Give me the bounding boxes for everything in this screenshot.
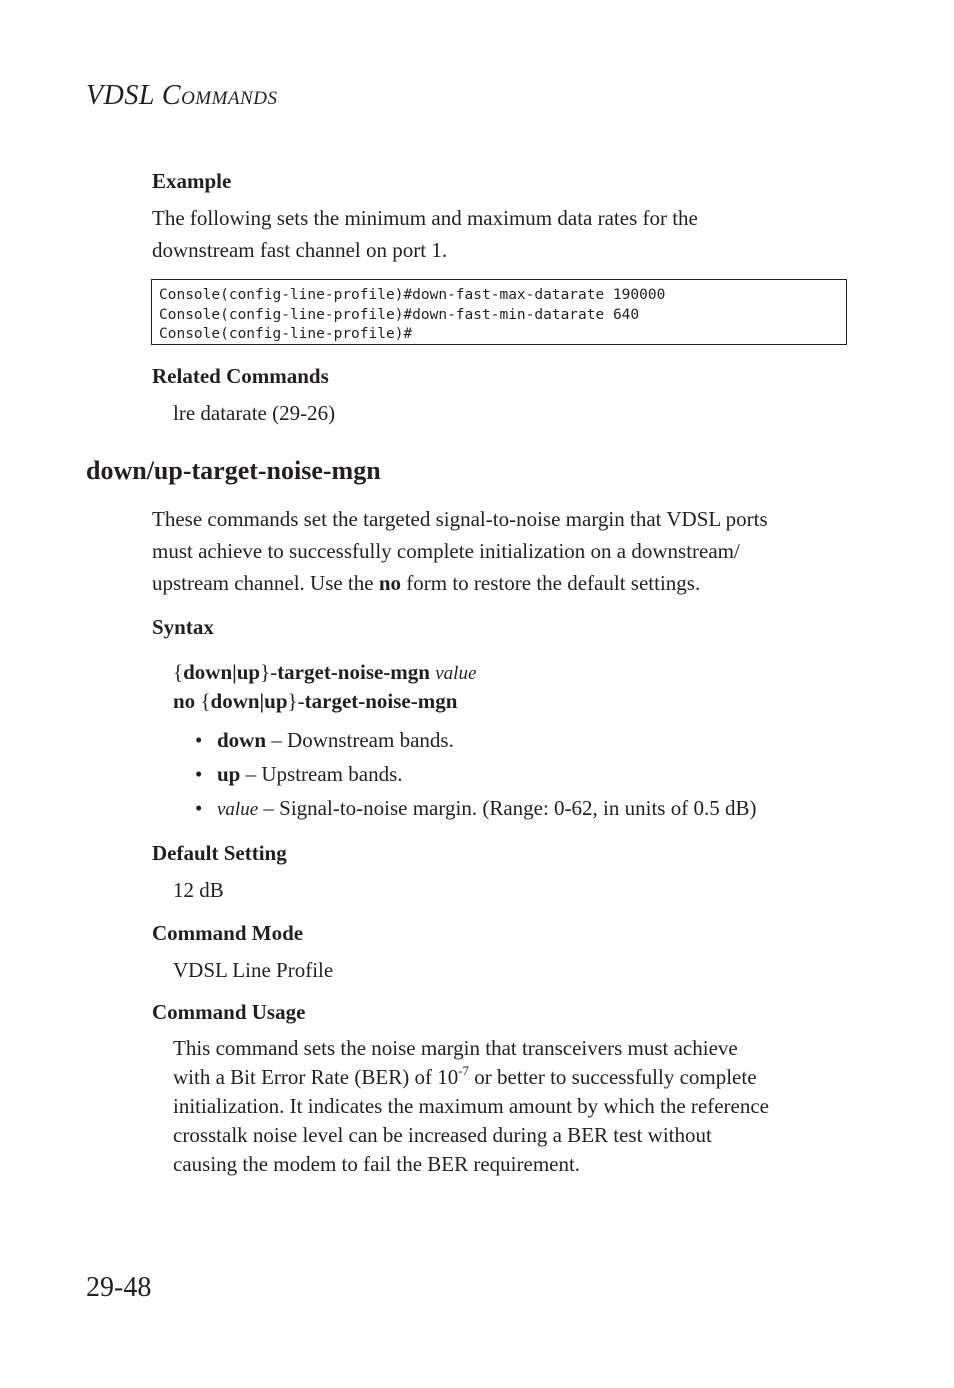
code-line: Console(config-line-profile)# [159,326,413,342]
section-title: down/up-target-noise-mgn [86,456,381,485]
command-mode-value: VDSL Line Profile [173,958,334,982]
exponent: -7 [458,1063,470,1078]
list-item: • value – Signal-to-noise margin. (Range: 0-62, in units of 0.5 dB) [195,796,757,820]
bullet-icon: • [195,762,203,786]
running-head [86,80,277,112]
command-usage-heading: Command Usage [152,1000,306,1024]
running-head-first: VDSL C [86,80,182,111]
section-description [152,503,852,599]
page-number: 29-48 [86,1272,152,1303]
section-desc-line1: These commands set the targeted signal-to-noise margin that VDSL ports [152,507,768,531]
example-desc-line1: The following sets the minimum and maximum data rates for the [152,206,698,230]
example-code-block [151,279,847,345]
command-mode-heading: Command Mode [152,921,304,945]
syntax-heading: Syntax [152,615,214,639]
no-keyword: no [378,571,402,595]
example-heading: Example [152,169,232,193]
example-desc-line2: downstream fast channel on port 1. [152,238,448,262]
syntax-param: value [435,663,477,684]
related-commands-heading: Related Commands [152,364,329,388]
bullet-icon: • [195,796,203,820]
syntax-line-2: no {down|up}-target-noise-mgn [173,689,458,713]
default-setting-value: 12 dB [173,878,224,902]
list-item: • down – Downstream bands. [195,728,454,752]
bullet-icon: • [195,728,203,752]
section-desc-line2: must achieve to successfully complete initialization on a downstream/ [152,539,740,563]
related-command-link[interactable]: lre datarate (29-26) [173,401,336,425]
section-desc-line3: upstream channel. Use the no form to restore the default settings. [152,571,701,595]
default-setting-heading: Default Setting [152,841,287,865]
code-line: Console(config-line-profile)#down-fast-min-datarate 640 [159,306,640,323]
example-description [152,202,852,266]
running-head-smallcaps: OMMANDS [181,88,278,109]
syntax-line-1: {down|up}-target-noise-mgn value [173,660,477,684]
command-usage-text: This command sets the noise margin that transceivers must achieve with a Bit Error Rate (BER) of $10^{-7}$ or better to successfully complete initialization. It indicates the maximum amount by which the reference crosstalk noise level can be increased during a BER test without causing the modem to fail the BER requirement. [173,1036,769,1176]
list-item: • up – Upstream bands. [195,762,403,786]
code-line: Console(config-line-profile)#down-fast-max-datarate 190000 [159,287,666,303]
